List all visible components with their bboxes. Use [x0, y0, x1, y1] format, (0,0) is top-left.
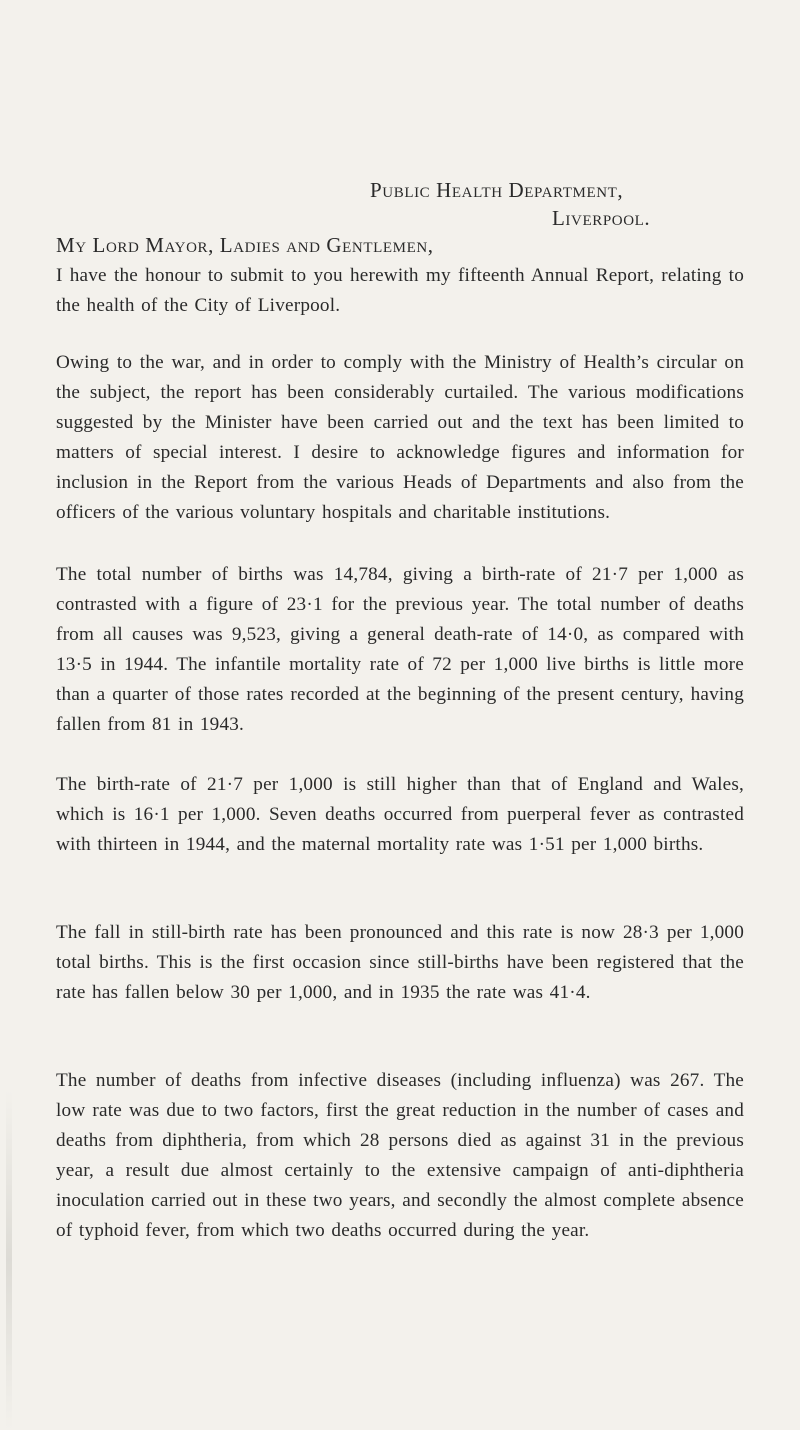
paragraph-infective-diseases: The number of deaths from infective diseases (including influenza) was 267. The low rate was due to two factors, first the great reduction in the number of cases and deaths from diphtheria, from which 28 persons died as against 31 in the previous year, a result due almost certainly to the extensive campaign of anti-diphtheria inoculation carried out in these two years, and secondly the almost complete absence of typhoid fever, from which two deaths occurred during the year.: [56, 1070, 744, 1241]
paragraph-birth-rate-comparison: The birth-rate of 21·7 per 1,000 is still higher than that of England and Wales, which is 16·1 per 1,000. Seven deaths occurred from puerperal fever as contrasted with thirteen in 1944, and the maternal mortality rate was 1·51 per 1,000 births.: [56, 774, 744, 855]
body-text-block-6: [56, 1066, 744, 1270]
city-heading: Liverpool.: [552, 206, 651, 230]
body-text-block-4: [56, 770, 744, 884]
scan-edge-shadow: [6, 1090, 12, 1430]
paragraph-intro: I have the honour to submit to you herewith my fifteenth Annual Report, relating to the health of the City of Liverpool.: [56, 265, 744, 316]
body-text-block-2: [56, 348, 744, 552]
department-heading: Public Health Department,: [370, 178, 624, 202]
paragraph-births-deaths: The total number of births was 14,784, giving a birth-rate of 21·7 per 1,000 as contrasted with a figure of 23·1 for the previous year. The total number of deaths from all causes was 9,523, giving a general death-rate of 14·0, as compared with 13·5 in 1944. The infantile mortality rate of 72 per 1,000 live births is little more than a quarter of those rates recorded at the beginning of the present century, having fallen from 81 in 1943.: [56, 564, 744, 735]
body-text-block-5: [56, 918, 744, 1032]
paragraph-war-curtailment: Owing to the war, and in order to comply with the Ministry of Health’s circular on the subject, the report has been considerably curtailed. The various modifications suggested by the Minister have been carried out and the text has been limited to matters of special interest. I desire to acknowledge figures and information for inclusion in the Report from the various Heads of Departments and also from the officers of the various voluntary hospitals and charitable institutions.: [56, 352, 744, 523]
paragraph-still-birth-rate: The fall in still-birth rate has been pronounced and this rate is now 28·3 per 1,000 total births. This is the first occasion since still-births have been registered that the rate has fallen below 30 per 1,000, and in 1935 the rate was 41·4.: [56, 922, 744, 1003]
salutation: My Lord Mayor, Ladies and Gentlemen,: [56, 233, 434, 257]
body-text-block-1: [56, 261, 744, 345]
body-text-block-3: [56, 560, 744, 764]
